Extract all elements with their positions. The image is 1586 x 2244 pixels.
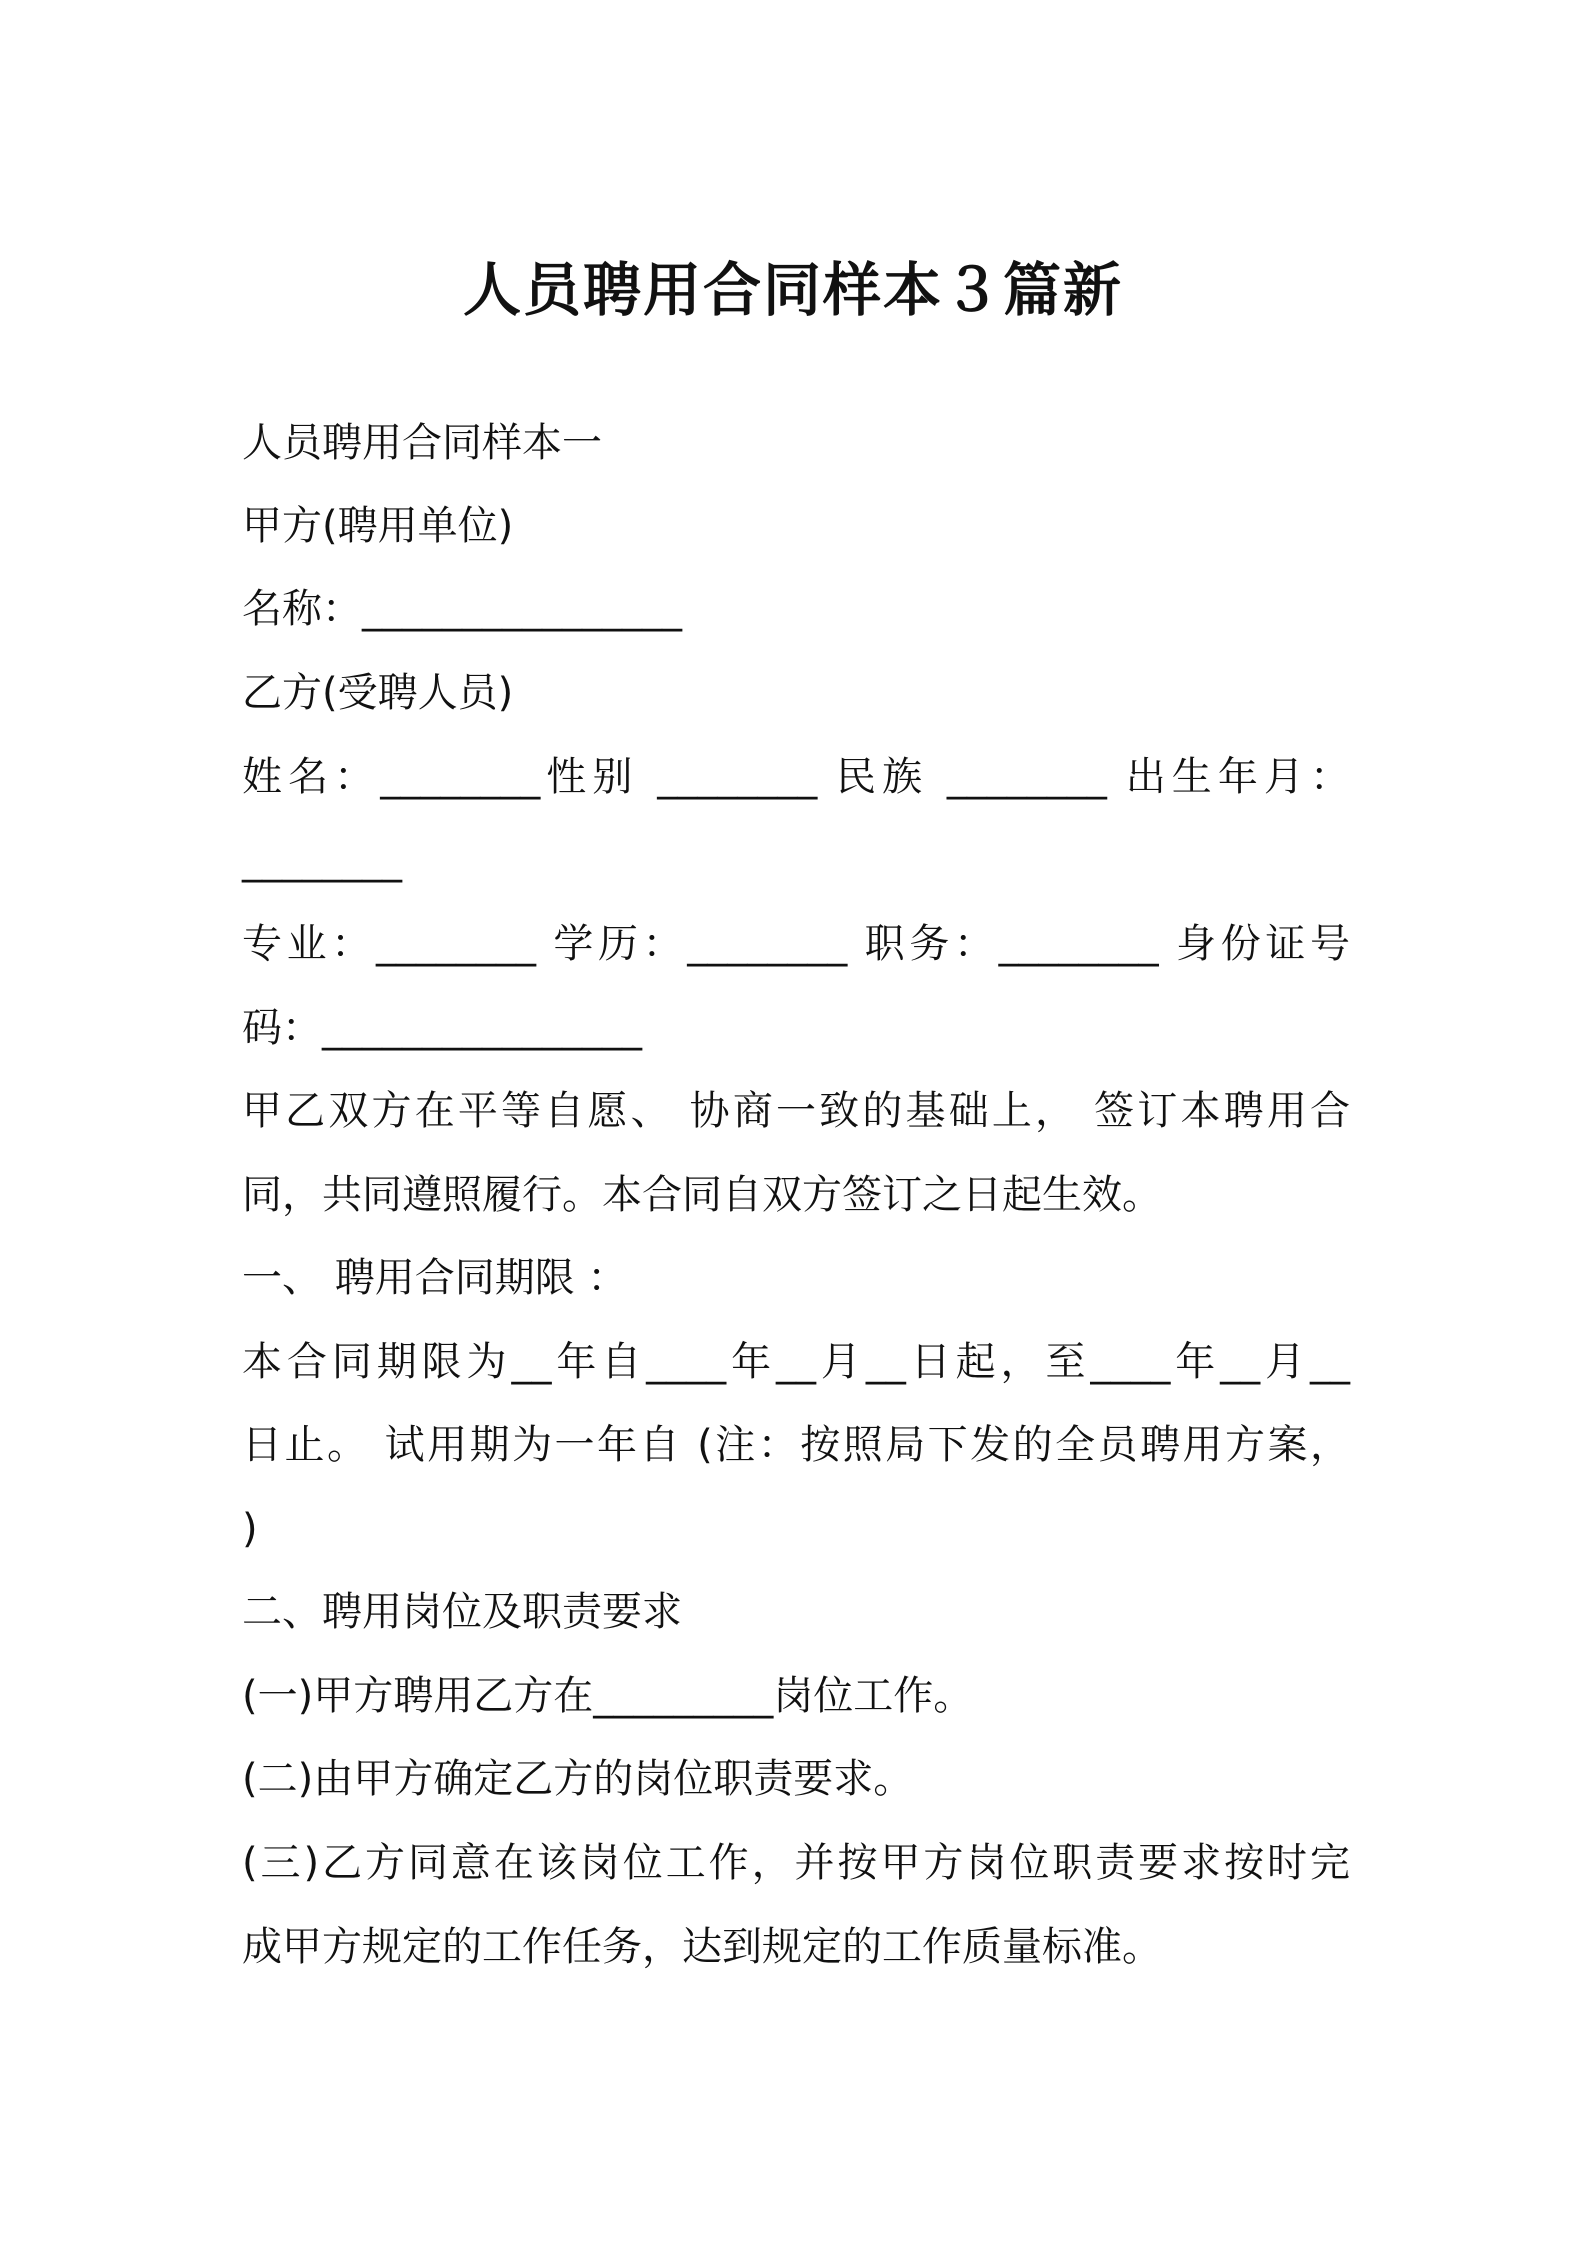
clause-one-text-2: 日止。 试用期为一年自 (注：按照局下发的全员聘用方案， xyxy=(242,1422,1350,1468)
party-a-name-field: 名称：________________ xyxy=(242,586,682,632)
party-b-info-line-2: ________ xyxy=(242,837,402,883)
clause-one-text-1: 本合同期限为__年自____年__月__日起，至____年__月__ xyxy=(242,1339,1350,1385)
clause-two-item-3-line-2: 成甲方规定的工作任务，达到规定的工作质量标准。 xyxy=(242,1924,1162,1970)
party-b-label: 乙方(受聘人员) xyxy=(242,670,514,716)
preamble-line-1: 甲乙双方在平等自愿、 协商一致的基础上， 签订本聘用合 xyxy=(242,1088,1350,1134)
clause-two-heading: 二、聘用岗位及职责要求 xyxy=(242,1589,682,1635)
clause-two-item-2: (二)由甲方确定乙方的岗位职责要求。 xyxy=(242,1756,914,1802)
preamble-line-2: 同，共同遵照履行。本合同自双方签订之日起生效。 xyxy=(242,1172,1162,1218)
clause-one-heading: 一、 聘用合同期限 ： xyxy=(242,1255,628,1301)
party-a-label: 甲方(聘用单位) xyxy=(242,503,514,549)
party-b-info-line-3: 专业：________ 学历：________ 职务：________ 身份证号 xyxy=(242,921,1350,967)
section-heading-sample-one: 人员聘用合同样本一 xyxy=(242,420,602,466)
party-b-info-line-4: 码：________________ xyxy=(242,1005,642,1051)
party-b-info-line-1: 姓名：________性别 ________ 民族 ________ 出生年月： xyxy=(242,754,1350,800)
clause-one-text-3: ) xyxy=(242,1506,258,1552)
clause-two-item-1: (一)甲方聘用乙方在_________岗位工作。 xyxy=(242,1673,974,1719)
clause-two-item-3-line-1: (三)乙方同意在该岗位工作，并按甲方岗位职责要求按时完 xyxy=(242,1840,1350,1886)
document-title: 人员聘用合同样本３篇新 xyxy=(462,256,1123,324)
